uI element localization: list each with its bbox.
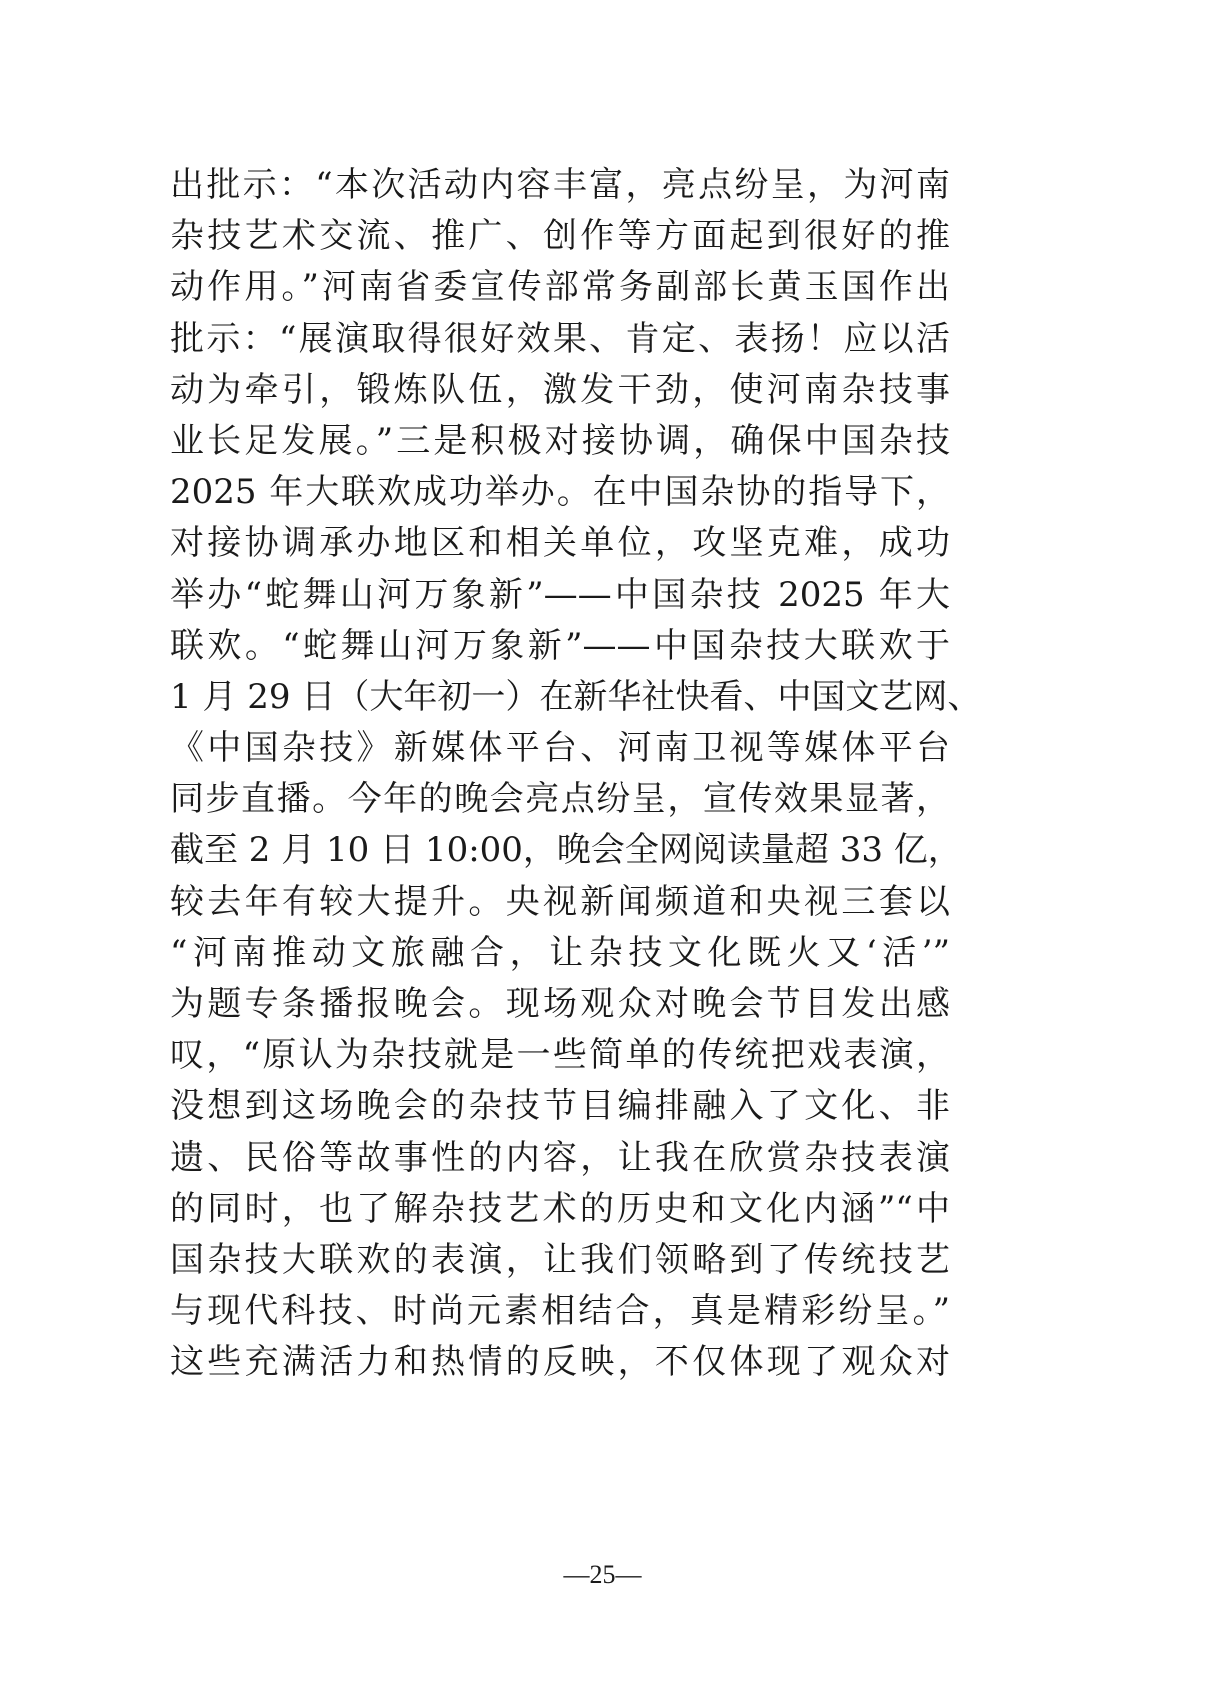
text-line: 的同时，也了解杂技艺术的历史和文化内涵”“中 [170,1188,950,1229]
text-line: 没想到这场晚会的杂技节目编排融入了文化、非 [170,1086,950,1127]
text-line: 这些充满活力和热情的反映，不仅体现了观众对 [170,1342,950,1383]
text-line: 《中国杂技》新媒体平台、河南卫视等媒体平台 [170,728,950,769]
text-line: 较去年有较大提升。央视新闻频道和央视三套以 [170,881,950,922]
text-line: 动作用。”河南省委宣传部常务副部长黄玉国作出 [170,267,950,308]
text-line: 业长足发展。”三是积极对接协调，确保中国杂技 [170,420,950,461]
text-line: 出批示：“本次活动内容丰富，亮点纷呈，为河南 [170,165,950,205]
page-number: —25— [563,1560,642,1589]
text-line: 为题专条播报晚会。现场观众对晚会节目发出感 [170,984,950,1024]
text-line: 国杂技大联欢的表演，让我们领略到了传统技艺 [170,1239,950,1280]
text-line: 杂技艺术交流、推广、创作等方面起到很好的推 [170,216,950,257]
text-line: 对接协调承办地区和相关单位，攻坚克难，成功 [170,523,950,564]
text-line: 遗、民俗等故事性的内容，让我在欣赏杂技表演 [170,1137,950,1178]
text-line: 联欢。“蛇舞山河万象新”——中国杂技大联欢于 [170,625,950,666]
body-text [170,160,982,1389]
text-line: 截至 2 月 10 日 10:00，晚会全网阅读量超 33 亿， [170,830,962,871]
text-line: 2025 年大联欢成功举办。在中国杂协的指导下， [170,472,950,513]
text-line: 与现代科技、时尚元素相结合，真是精彩纷呈。” [170,1291,950,1332]
text-line: 同步直播。今年的晚会亮点纷呈，宣传效果显著， [170,779,950,820]
text-line: 1 月 29 日（大年初一）在新华社快看、中国文艺网、 [170,676,982,717]
text-line: 批示：“展演取得很好效果、肯定、表扬！应以活 [170,318,950,359]
text-line: 举办“蛇舞山河万象新”——中国杂技 2025 年大 [170,574,950,615]
text-line: 叹，“原认为杂技就是一些简单的传统把戏表演， [170,1035,950,1076]
text-line: “河南推动文旅融合，让杂技文化既火又‘活’” [170,932,950,973]
text-line: 动为牵引，锻炼队伍，激发干劲，使河南杂技事 [170,369,950,410]
